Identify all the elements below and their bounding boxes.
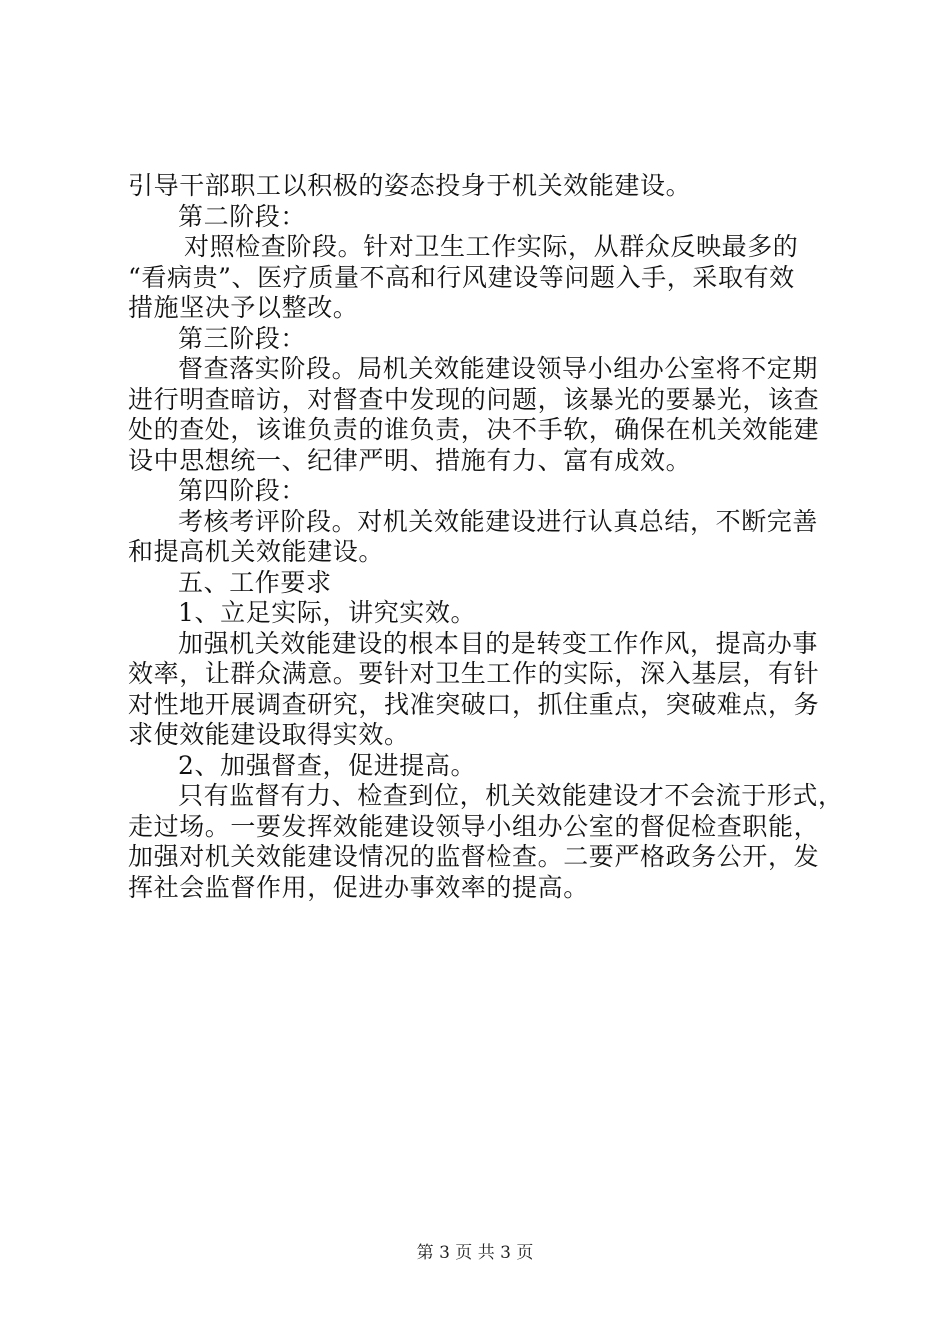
text-line: 2、加强督查，促进提高。 [178, 750, 477, 780]
text-line: 五、工作要求 [178, 567, 332, 597]
text-line: 措施坚决予以整改。 [128, 293, 359, 322]
text-line: 引导干部职工以积极的姿态投身于机关效能建设。 [128, 171, 692, 200]
text-line: 设中思想统一、纪律严明、措施有力、富有成效。 [128, 445, 692, 475]
text-line: 加强机关效能建设的根本目的是转变工作作风，提高办事 [178, 628, 819, 658]
text-line: 第二阶段： [178, 201, 307, 231]
text-line: 对照检查阶段。针对卫生工作实际，从群众反映最多的 [184, 232, 799, 261]
text-line: 求使效能建设取得实效。 [128, 720, 410, 749]
text-line: 对性地开展调查研究，找准突破口，抓住重点，突破难点，务 [128, 689, 820, 719]
text-line: 1、立足实际，讲究实效。 [178, 598, 477, 627]
text-line: 第三阶段： [178, 323, 307, 353]
text-line: 处的查处，该谁负责的谁负责，决不手软，确保在机关效能建 [128, 415, 820, 444]
text-line: 考核考评阶段。对机关效能建设进行认真总结，不断完善 [178, 506, 819, 536]
text-line: “看病贵”、医疗质量不高和行风建设等问题入手，采取有效 [128, 262, 795, 292]
text-line: 只有监督有力、检查到位，机关效能建设才不会流于形式， [178, 781, 844, 810]
text-line: 挥社会监督作用，促进办事效率的提高。 [128, 872, 589, 902]
page-footer: 第 3 页 共 3 页 [416, 1243, 534, 1263]
document-body [128, 171, 844, 903]
text-line: 效率，让群众满意。要针对卫生工作的实际，深入基层，有针 [128, 659, 820, 688]
text-line: 督查落实阶段。局机关效能建设领导小组办公室将不定期 [178, 354, 819, 383]
text-line: 加强对机关效能建设情况的监督检查。二要严格政务公开，发 [128, 842, 820, 871]
text-line: 和提高机关效能建设。 [128, 537, 385, 566]
text-line: 走过场。一要发挥效能建设领导小组办公室的督促检查职能， [128, 811, 820, 841]
text-line: 第四阶段： [178, 476, 307, 505]
text-line: 进行明查暗访，对督查中发现的问题，该暴光的要暴光，该查 [128, 384, 820, 414]
